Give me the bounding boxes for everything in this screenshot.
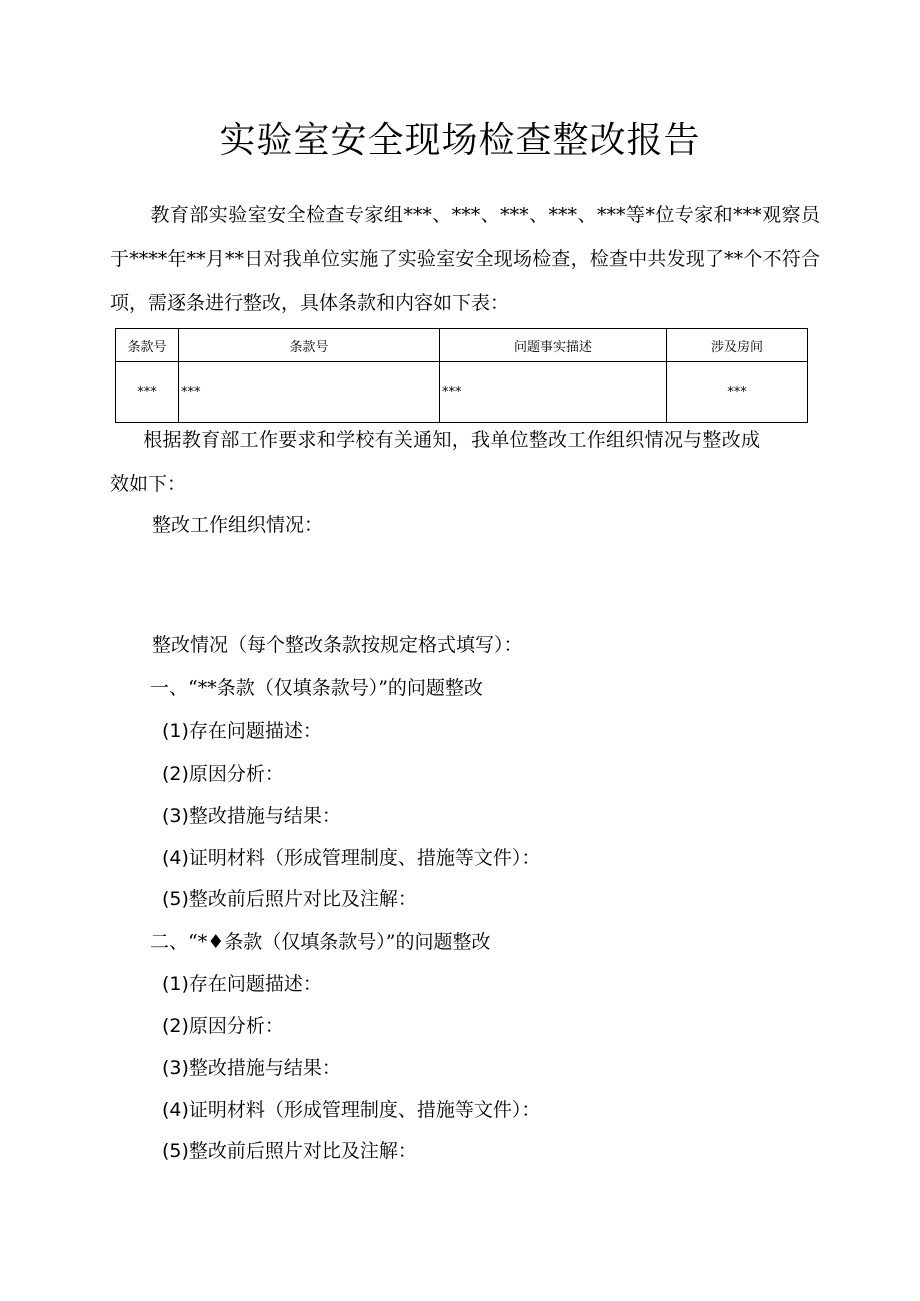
item-number: (3) [162,1057,189,1079]
item-number: (1) [162,720,189,742]
table-cell: *** [116,362,179,423]
organization-text: 根据教育部工作要求和学校有关通知，我单位整改工作组织情况与整改成效如下： [110,429,760,495]
intro-paragraph [110,193,820,325]
item-number: (5) [162,1140,189,1162]
item-text: 存在问题描述： [188,720,322,742]
section-2-item-1 [162,969,322,996]
col-header-clause-2: 条款号 [179,329,440,362]
table-row [116,362,808,423]
section-2-heading: 二、“*♦条款（仅填条款号）”的问题整改 [150,931,491,953]
intro-text: 教育部实验室安全检查专家组***、***、***、***、***等*位专家和***观察员于****年**月**日对我单位实施了实验室安全现场检查，检查中共发现了**个不符合项，需逐条进行整改，具体条款和内容如下表： [110,204,820,314]
col-header-clause: 条款号 [116,329,179,362]
section-2-item-2 [162,1011,284,1038]
section-1-item-4 [162,843,540,870]
item-number: (4) [162,1099,189,1121]
item-number: (5) [162,888,189,910]
issues-table [115,328,808,423]
item-text: 原因分析： [188,763,284,785]
item-text: 证明材料（形成管理制度、措施等文件）： [188,1099,541,1121]
section-1-item-2 [162,759,284,786]
org-heading: 整改工作组织情况： [152,514,324,536]
item-text: 整改前后照片对比及注解： [188,888,417,910]
item-number: (4) [162,847,189,869]
item-text: 整改措施与结果： [188,1057,341,1079]
table-cell: *** [440,362,667,423]
rectify-heading: 整改情况（每个整改条款按规定格式填写）： [152,634,523,656]
item-number: (1) [162,973,189,995]
table-header-row [116,329,808,362]
item-number: (2) [162,1015,189,1037]
section-1-item-3 [162,801,341,828]
item-number: (2) [162,763,189,785]
item-text: 证明材料（形成管理制度、措施等文件）： [188,847,541,869]
item-text: 存在问题描述： [188,973,322,995]
item-text: 整改前后照片对比及注解： [188,1140,417,1162]
section-2-item-5 [162,1136,417,1163]
col-header-description: 问题事实描述 [440,329,667,362]
page-title: 实验室安全现场检查整改报告 [219,120,701,161]
col-header-rooms: 涉及房间 [667,329,808,362]
section-2-item-3 [162,1053,341,1080]
table-cell: *** [667,362,808,423]
organization-paragraph [110,418,760,506]
item-text: 整改措施与结果： [188,805,341,827]
item-number: (3) [162,805,189,827]
table-cell: *** [179,362,440,423]
section-1-item-1 [162,716,322,743]
item-text: 原因分析： [188,1015,284,1037]
section-1-heading: 一、“**条款（仅填条款号）”的问题整改 [150,677,483,699]
section-1-item-5 [162,884,417,911]
section-2-item-4 [162,1095,540,1122]
